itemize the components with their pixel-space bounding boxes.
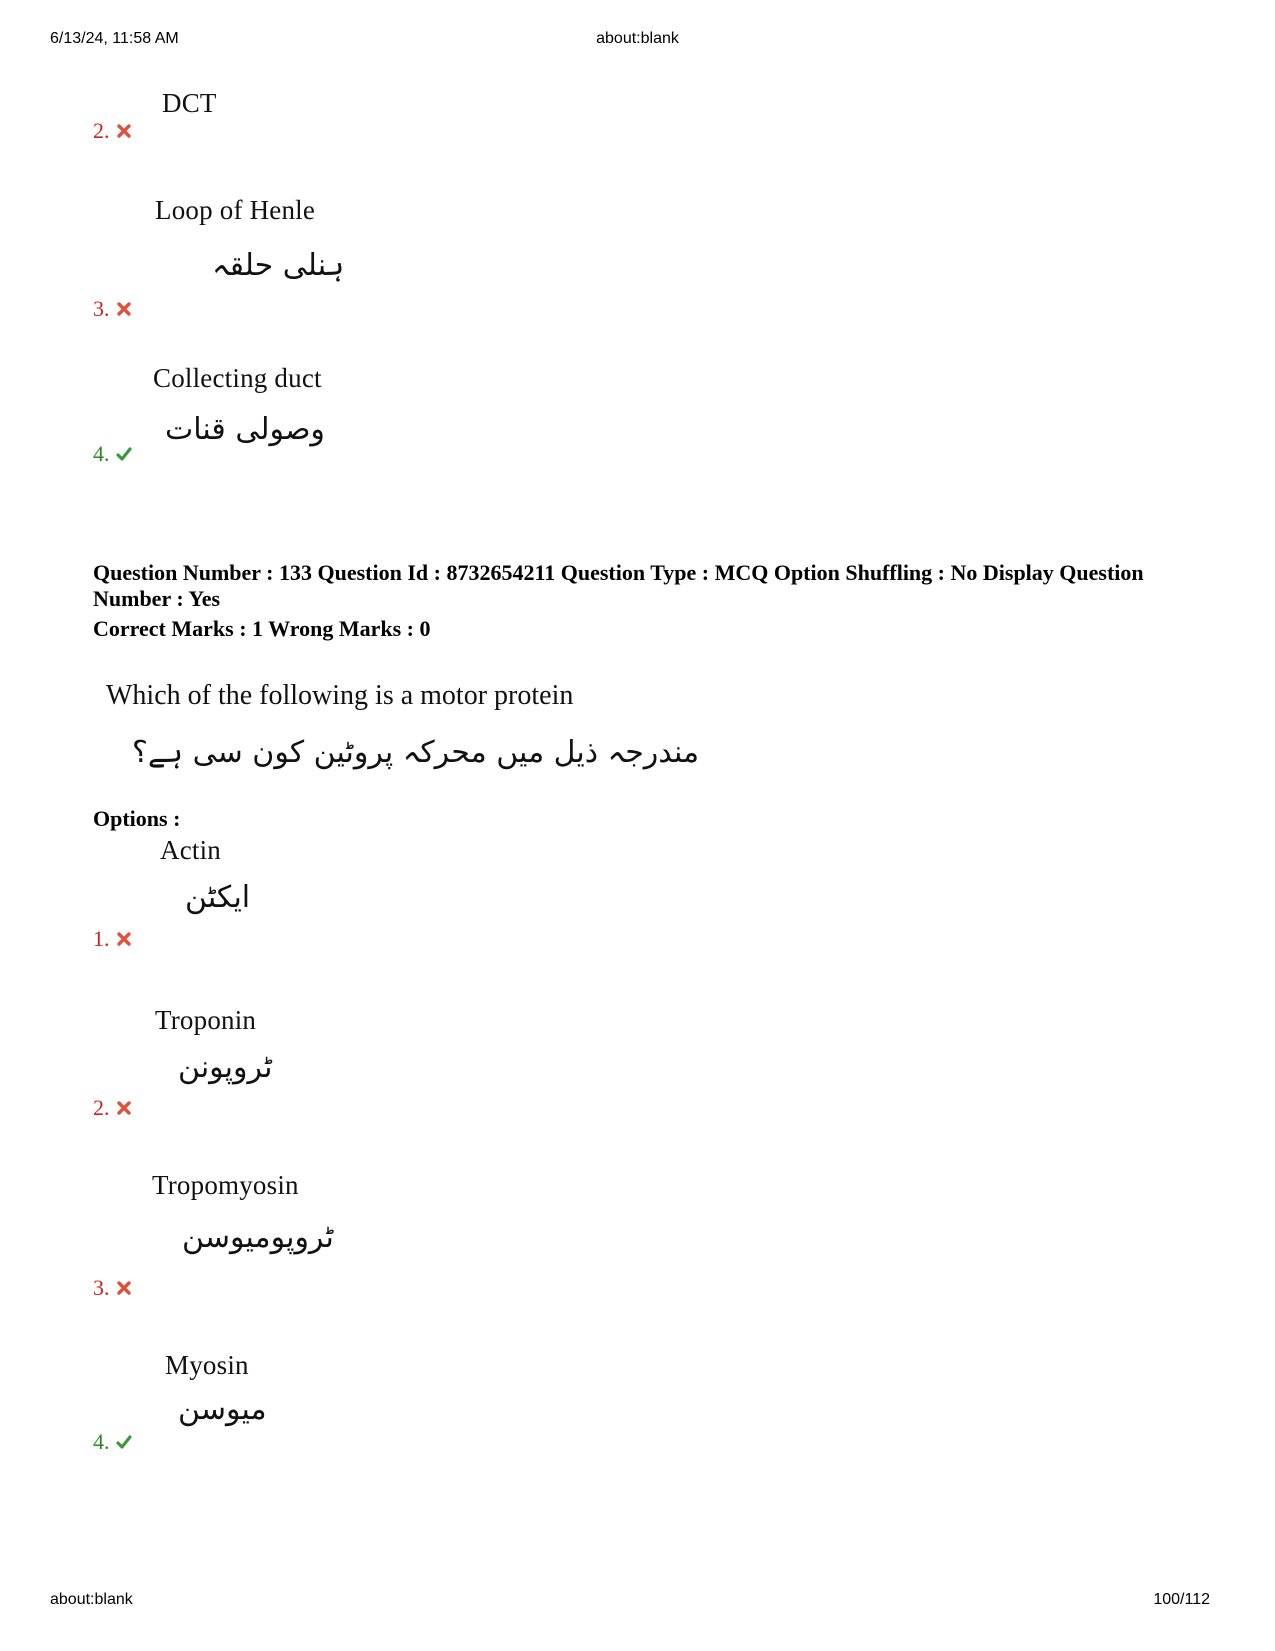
prev-option-3-number: 3. <box>93 296 132 322</box>
cross-icon <box>116 1100 132 1116</box>
prev-option-4-text-en: Collecting duct <box>153 363 322 393</box>
prev-option-3-text-en: Loop of Henle <box>155 195 316 225</box>
option-1-text-ur: ایکٹن <box>185 880 251 915</box>
prev-option-4-number: 4. <box>93 441 132 467</box>
option-3-text-en: Tropomyosin <box>152 1170 299 1200</box>
prev-option-2-number: 2. <box>93 118 132 144</box>
cross-icon <box>116 931 132 947</box>
question-text-en: Which of the following is a motor protein <box>106 680 574 711</box>
question-marks-line: Correct Marks : 1 Wrong Marks : 0 <box>93 616 431 641</box>
check-icon <box>116 446 132 462</box>
question-text-ur: مندرجہ ذیل میں محرکہ پروٹین کون سی ہے؟ <box>132 735 700 770</box>
page-number: 100/112 <box>1153 1591 1210 1608</box>
question-meta-line: Question Number : 133 Question Id : 8732654211 Question Type : MCQ Option Shuffling : No Display Question Number : Yes <box>93 560 1144 611</box>
option-4-number: 4. <box>93 1429 132 1455</box>
option-4-text-en: Myosin <box>165 1350 249 1380</box>
option-4-text-ur: میوسن <box>178 1392 267 1427</box>
print-datetime: 6/13/24, 11:58 AM <box>50 30 179 47</box>
option-1-number: 1. <box>93 926 132 952</box>
options-label: Options : <box>93 806 181 831</box>
cross-icon <box>116 123 132 139</box>
prev-option-2-text-en: DCT <box>162 88 217 118</box>
prev-option-3-text-ur: ہنلی حلقہ <box>212 248 345 283</box>
print-url-footer: about:blank <box>50 1591 133 1608</box>
print-url-header: about:blank <box>596 30 679 47</box>
check-icon <box>116 1434 132 1450</box>
cross-icon <box>116 301 132 317</box>
option-2-number: 2. <box>93 1095 132 1121</box>
option-2-text-ur: ٹروپونن <box>178 1050 273 1085</box>
option-3-number: 3. <box>93 1275 132 1301</box>
option-2-text-en: Troponin <box>155 1005 257 1035</box>
option-1-text-en: Actin <box>160 835 221 865</box>
cross-icon <box>116 1280 132 1296</box>
option-3-text-ur: ٹروپومیوسن <box>182 1220 334 1255</box>
prev-option-4-text-ur: وصولی قنات <box>165 412 325 447</box>
